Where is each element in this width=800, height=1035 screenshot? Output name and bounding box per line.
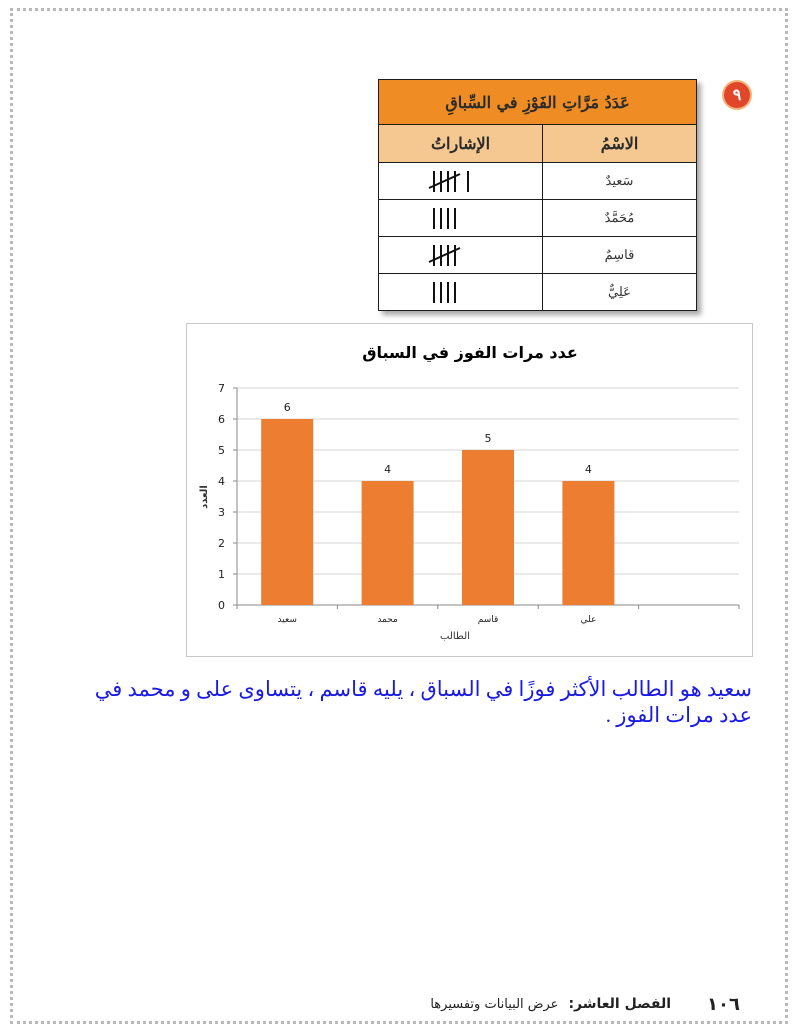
row-name: عَلِيٌّ — [543, 274, 697, 311]
tally-marks-svg — [426, 278, 496, 306]
x-tick-label: قاسم — [477, 615, 499, 625]
bar-data-label: 4 — [384, 463, 392, 476]
chapter-subject: عرض البيانات وتفسيرها — [430, 996, 559, 1012]
header-marks: الإشاراتُ — [379, 125, 543, 163]
y-tick-label: 0 — [218, 599, 225, 612]
tally-table — [378, 79, 697, 311]
table-row — [379, 163, 697, 200]
chart-svg — [187, 324, 754, 658]
y-tick-label: 5 — [218, 444, 225, 457]
row-name: سَعيدٌ — [543, 163, 697, 200]
y-tick-label: 1 — [218, 568, 225, 581]
bar-chart — [186, 323, 753, 657]
page-number: ١٠٦ — [707, 993, 740, 1015]
tally-marks — [379, 274, 543, 311]
x-tick-label: علي — [580, 615, 597, 625]
question-number-badge: ٩ — [724, 82, 750, 108]
y-tick-label: 3 — [218, 506, 225, 519]
tally-marks-svg — [426, 167, 496, 195]
row-name: مُحَمَّدٌ — [543, 200, 697, 237]
tally-marks-svg — [426, 241, 496, 269]
y-tick-label: 4 — [218, 475, 225, 488]
bar — [362, 481, 414, 605]
tally-marks — [379, 237, 543, 274]
bar — [261, 419, 313, 605]
x-axis-title: الطالب — [440, 631, 470, 642]
bar-data-label: 5 — [484, 432, 492, 445]
tally-marks-svg — [426, 204, 496, 232]
answer-text: سعيد هو الطالب الأكثر فوزًا في السباق ، يليه قاسم ، يتساوى على و محمد في عدد مرات الفوز . — [94, 677, 752, 727]
y-tick-label: 7 — [218, 382, 225, 395]
x-tick-label: سعيد — [277, 615, 297, 625]
y-tick-label: 6 — [218, 413, 225, 426]
tally-marks — [379, 163, 543, 200]
row-name: قاسِمٌ — [543, 237, 697, 274]
chart-title: عدد مرات الفوز في السباق — [362, 343, 578, 362]
page-footer — [380, 990, 740, 1018]
table-row — [379, 200, 697, 237]
chapter-label: الفصل العاشر: — [568, 996, 672, 1012]
table-row — [379, 237, 697, 274]
bar-data-label: 4 — [584, 463, 592, 476]
bar — [562, 481, 614, 605]
header-name: الاسْمُ — [543, 125, 697, 163]
bar — [462, 450, 514, 605]
table-title: عَدَدُ مَرَّاتِ الفَوْزِ في السِّباقِ — [379, 80, 697, 125]
y-tick-label: 2 — [218, 537, 225, 550]
y-axis-title: العدد — [199, 485, 210, 509]
table-row — [379, 274, 697, 311]
x-tick-label: محمد — [377, 615, 398, 625]
bar-data-label: 6 — [283, 401, 291, 414]
tally-marks — [379, 200, 543, 237]
